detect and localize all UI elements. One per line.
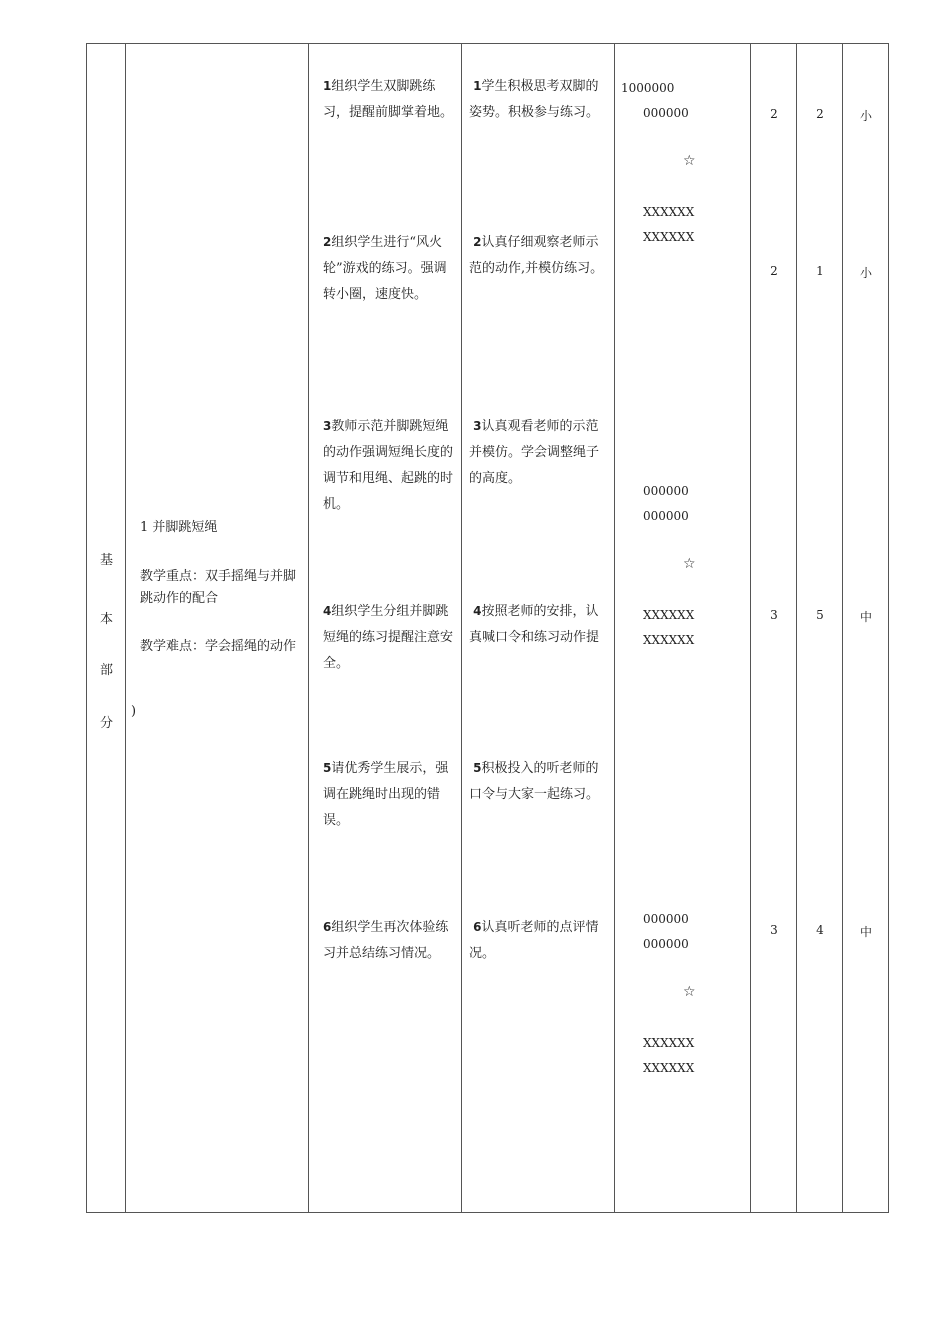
formation-row: XXXXXX [643,633,695,647]
student-step [469,914,607,967]
column-divider [461,44,462,1212]
intensity-value: 中 [859,925,872,939]
formation-row: 000000 [643,912,689,926]
content-title: 1 并脚跳短绳 [140,520,218,535]
step-number: 2 [323,235,332,249]
metric-value: 3 [770,923,778,937]
section-label-char: 部 [99,663,113,678]
step-number: 3 [323,419,332,433]
column-divider [750,44,751,1212]
step-number: 4 [323,604,332,618]
step-text: 按照老师的安排，认真喊口令和练习动作提 [469,604,600,645]
step-number: 5 [323,761,332,775]
column-divider [796,44,797,1212]
metric-value: 2 [816,107,824,121]
section-label-char: 基 [99,553,113,568]
formation-row: XXXXXX [643,1036,695,1050]
step-number: 5 [473,761,482,775]
formation-row: 000000 [643,484,689,498]
bracket: ) [131,704,137,719]
step-number: 1 [323,79,332,93]
student-step [469,413,607,492]
step-number: 4 [473,604,482,618]
teacher-step [323,413,457,518]
formation-row: XXXXXX [643,608,695,622]
intensity-value: 小 [859,109,872,123]
step-text: 学生积极思考双脚的姿势。积极参与练习。 [469,79,600,120]
formation-row: 000000 [643,937,689,951]
teacher-step [323,229,457,308]
formation-row: 000000 [643,106,689,120]
step-text: 组织学生分组并脚跳短绳的练习提醒注意安全。 [323,604,454,671]
key-point: 教学重点：双手摇绳与并脚跳动作的配合 [140,569,297,606]
metric-value: 2 [770,264,778,278]
student-step [469,229,607,282]
student-step [469,73,607,126]
step-text: 组织学生双脚跳练习，提醒前脚掌着地。 [323,79,454,120]
step-text: 组织学生再次体验练习并总结练习情况。 [323,920,449,961]
formation-row: XXXXXX [643,1061,695,1075]
step-text: 组织学生进行“风火轮”游戏的练习。强调转小圈，速度快。 [323,235,447,302]
teacher-step [323,73,457,126]
star-icon: ☆ [683,153,696,169]
student-step [469,755,607,808]
formation-row: 1000000 [621,81,675,95]
column-divider [125,44,126,1212]
metric-value: 1 [816,264,824,278]
section-label-char: 本 [99,612,113,627]
column-divider [614,44,615,1212]
formation-row: XXXXXX [643,205,695,219]
teacher-step [323,914,457,967]
step-text: 请优秀学生展示，强调在跳绳时出现的错误。 [323,761,449,828]
step-number: 6 [323,920,332,934]
lesson-plan-table [86,43,889,1213]
star-icon: ☆ [683,984,696,1000]
metric-value: 2 [770,107,778,121]
step-number: 1 [473,79,482,93]
teacher-step [323,755,457,834]
star-icon: ☆ [683,556,696,572]
step-text: 认真听老师的点评情况。 [469,920,599,961]
intensity-value: 中 [859,610,872,624]
step-number: 6 [473,920,482,934]
step-text: 认真仔细观察老师示范的动作,并模仿练习。 [469,235,604,276]
metric-value: 3 [770,608,778,622]
column-divider [842,44,843,1212]
step-text: 教师示范并脚跳短绳的动作强调短绳长度的调节和甩绳、起跳的时机。 [323,419,454,512]
step-text: 积极投入的听老师的口令与大家一起练习。 [469,761,600,802]
formation-row: XXXXXX [643,230,695,244]
student-step [469,598,607,651]
metric-value: 4 [816,923,824,937]
step-text: 认真观看老师的示范并模仿。学会调整绳子的高度。 [469,419,600,486]
column-divider [308,44,309,1212]
step-number: 3 [473,419,482,433]
section-label-char: 分 [99,716,113,731]
formation-row: 000000 [643,509,689,523]
teacher-step [323,598,457,677]
intensity-value: 小 [859,266,872,280]
step-number: 2 [473,235,482,249]
metric-value: 5 [816,608,824,622]
difficulty: 教学难点：学会摇绳的动作 [140,639,297,654]
